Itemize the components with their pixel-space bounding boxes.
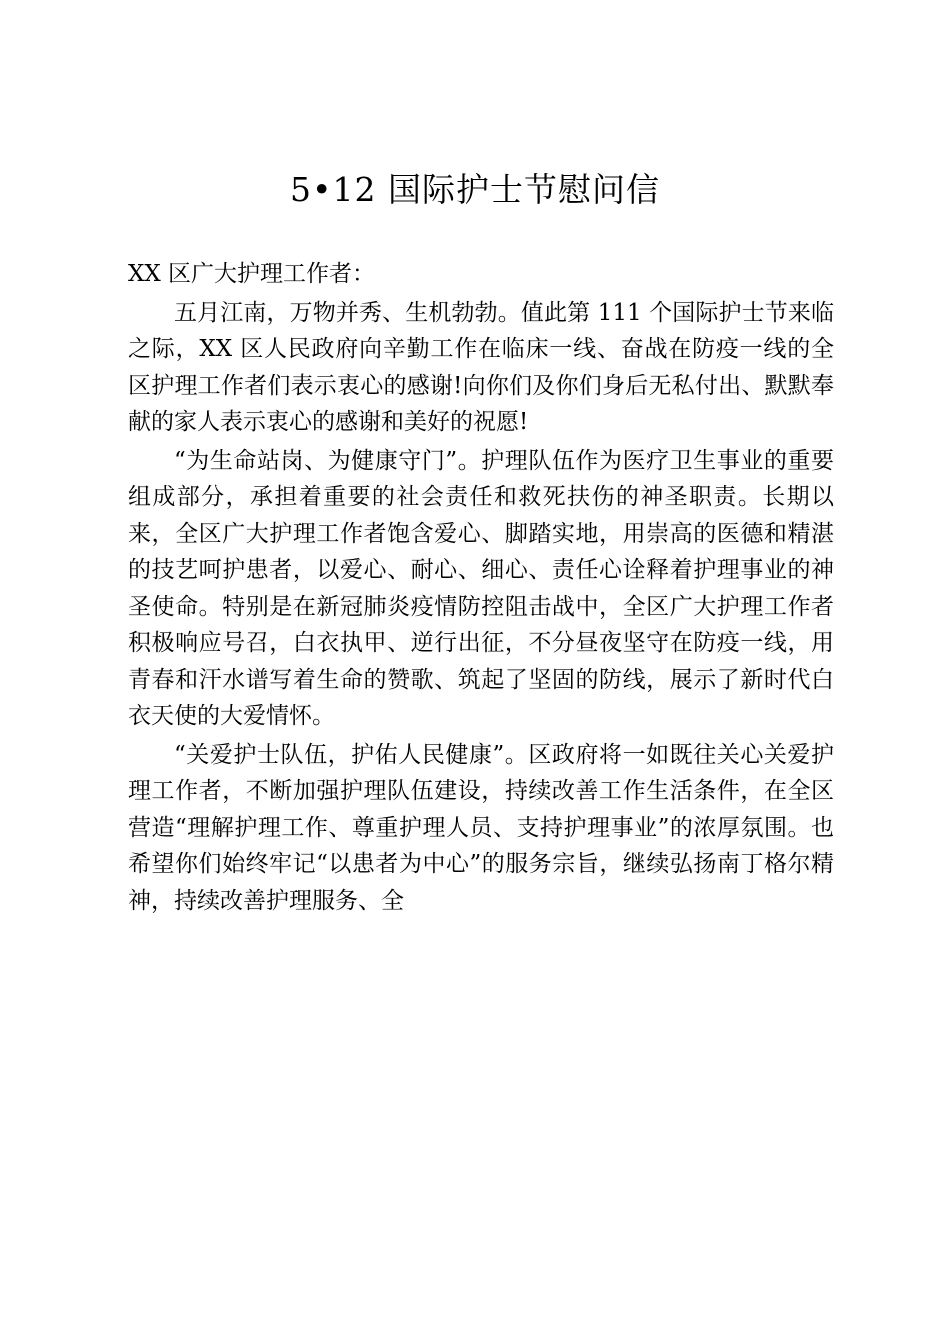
paragraph-2: “为生命站岗、为健康守门”。护理队伍作为医疗卫生事业的重要组成部分，承担着重要的社会责任和救死扶伤的神圣职责。长期以来，全区广大护理工作者饱含爱心、脚踏实地，用崇高的医德和精湛的技艺呵护患者，以爱心、耐心、细心、责任心诠释着护理事业的神圣使命。特别是在新冠肺炎疫情防控阻击战中，全区广大护理工作者积极响应号召，白衣执甲、逆行出征，不分昼夜坚守在防疫一线，用青春和汗水谱写着生命的赞歌、筑起了坚固的防线，展示了新时代白衣天使的大爱情怀。 [128,447,834,729]
letter-title: 5•12 国际护士节慰问信 [290,170,660,209]
paragraph-3: “关爱护士队伍，护佑人民健康”。区政府将一如既往关心关爱护理工作者，不断加强护理队伍建设，持续改善工作生活条件，在全区营造“理解护理工作、尊重护理人员、支持护理事业”的浓厚氛围。也希望你们始终牢记“以患者为中心”的服务宗旨，继续弘扬南丁格尔精神，持续改善护理服务、全 [128,741,834,914]
paragraph-1: 五月江南，万物并秀、生机勃勃。值此第 111 个国际护士节来临之际，XX 区人民政府向辛勤工作在临床一线、奋战在防疫一线的全区护理工作者们表示衷心的感谢!向你们及你们身后无私付出、默默奉献的家人表示衷心的感谢和美好的祝愿! [128,299,834,435]
letter-body [128,256,834,919]
letter-salutation: XX 区广大护理工作者： [128,261,376,287]
